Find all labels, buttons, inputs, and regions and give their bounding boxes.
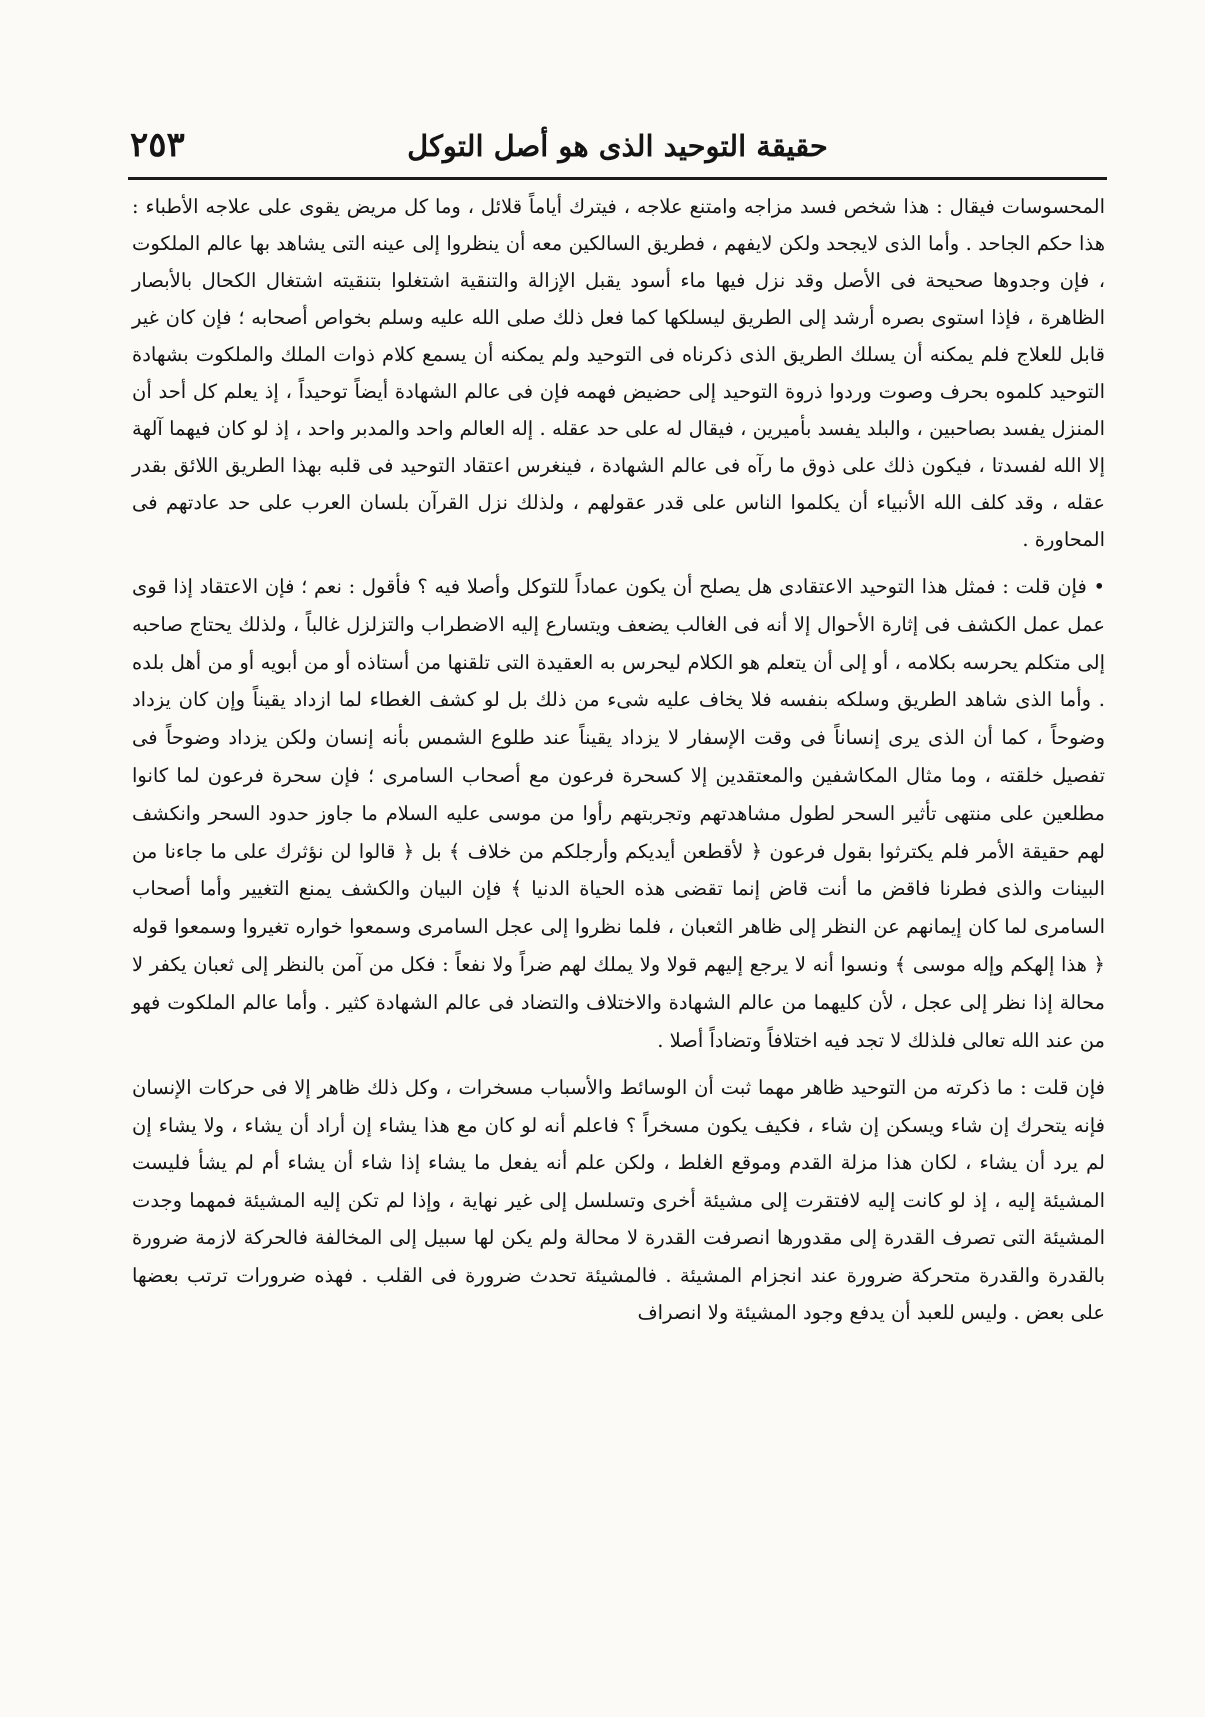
page-header (130, 125, 1105, 173)
running-title: حقيقة التوحيد الذى هو أصل التوكل (407, 129, 828, 163)
page-number: ٢٥٣ (130, 125, 185, 165)
body-text (132, 188, 1105, 1332)
header-rule (128, 177, 1107, 180)
paragraph: فإن قلت : ما ذكرته من التوحيد ظاهر مهما ثبت أن الوسائط والأسباب مسخرات ، وكل ذلك ظاهر إلا فى حركات الإنسان فإنه يتحرك إن شاء ويسكن إن شاء ، فكيف يكون مسخراً ؟ فاعلم أنه لو كان مع هذا يشاء إن أراد أن يشاء ، ولا يشاء إن لم يرد أن يشاء ، لكان هذا مزلة القدم وموقع الغلط ، ولكن علم أنه يفعل ما يشاء إذا شاء أن يشاء أم لم يشأ فليست المشيئة إليه ، إذ لو كانت إليه لافتقرت إلى مشيئة أخرى وتسلسل إلى غير نهاية ، وإذا لم تكن إليه المشيئة فمهما وجدت المشيئة التى تصرف القدرة إلى مقدورها انصرفت القدرة لا محالة ولم يكن لها سبيل إلى المخالفة فالحركة لازمة ضرورة بالقدرة والقدرة متحركة ضرورة عند انجزام المشيئة . فالمشيئة تحدث ضرورة فى القلب . فهذه ضرورات ترتب بعضها على بعض . وليس للعبد أن يدفع وجود المشيئة ولا انصراف (132, 1076, 1105, 1325)
paragraph: • فإن قلت : فمثل هذا التوحيد الاعتقادى هل يصلح أن يكون عماداً للتوكل وأصلا فيه ؟ فأقول : نعم ؛ فإن الاعتقاد إذا قوى عمل عمل الكشف فى إثارة الأحوال إلا أنه فى الغالب يضعف ويتسارع إليه الاضطراب والتزلزل غالباً ، ولذلك يحتاج صاحبه إلى متكلم يحرسه بكلامه ، أو إلى أن يتعلم هو الكلام ليحرس به العقيدة التى تلقنها من أستاذه أو من أبويه أو من أهل بلده . وأما الذى شاهد الطريق وسلكه بنفسه فلا يخاف عليه شىء من ذلك بل لو كشف الغطاء لما ازداد يقيناً وإن كان يزداد وضوحاً ، كما أن الذى يرى إنساناً فى وقت الإسفار لا يزداد يقيناً عند طلوع الشمس بأنه إنسان ولكن يزداد وضوحاً فى تفصيل خلقته ، وما مثال المكاشفين والمعتقدين إلا كسحرة فرعون مع أصحاب السامرى ؛ فإن سحرة فرعون لما كانوا مطلعين على منتهى تأثير السحر لطول مشاهدتهم وتجربتهم رأوا من موسى عليه السلام ما جاوز حدود السحر وانكشف لهم حقيقة الأمر فلم يكترثوا بقول فرعون ﴿ لأقطعن أيديكم وأرجلكم من خلاف ﴾ بل ﴿ قالوا لن نؤثرك على ما جاءنا من البينات والذى فطرنا فاقض ما أنت قاض إنما تقضى هذه الحياة الدنيا ﴾ فإن البيان والكشف يمنع التغيير وأما أصحاب السامرى لما كان إيمانهم عن النظر إلى ظاهر الثعبان ، فلما نظروا إلى عجل السامرى وسمعوا خواره تغيروا وسمعوا قوله ﴿ هذا إلهكم وإله موسى ﴾ ونسوا أنه لا يرجع إليهم قولا ولا يملك لهم ضراً ولا نفعاً : فكل من آمن بالنظر إلى ثعبان يكفر لا محالة إذا نظر إلى عجل ، لأن كليهما من عالم الشهادة والاختلاف والتضاد فى عالم الشهادة كثير . وأما عالم الملكوت فهو من عند الله تعالى فلذلك لا تجد فيه اختلافاً وتضاداً أصلا . (132, 575, 1105, 1052)
paragraph: المحسوسات فيقال : هذا شخص فسد مزاجه وامتنع علاجه ، فيترك أياماً قلائل ، وما كل مريض يقوى على علاجه الأطباء : هذا حكم الجاحد . وأما الذى لايجحد ولكن لايفهم ، فطريق السالكين معه أن ينظروا إلى عينه التى يشاهد بها عالم الملكوت ، فإن وجدوها صحيحة فى الأصل وقد نزل فيها ماء أسود يقبل الإزالة والتنقية اشتغلوا بتنقيته اشتغال الكحال بالأبصار الظاهرة ، فإذا استوى بصره أرشد إلى الطريق ليسلكها كما فعل ذلك صلى الله عليه وسلم بخواص أصحابه ؛ فإن كان غير قابل للعلاج فلم يمكنه أن يسلك الطريق الذى ذكرناه فى التوحيد ولم يمكنه أن يسمع كلام ذوات الملك والملكوت بشهادة التوحيد كلموه بحرف وصوت وردوا ذروة التوحيد إلى حضيض فهمه فإن فى عالم الشهادة أيضاً توحيداً ، إذ يعلم كل أحد أن المنزل يفسد بصاحبين ، والبلد يفسد بأميرين ، فيقال له على حد عقله . إله العالم واحد والمدبر واحد ، إذ لو كان فيهما آلهة إلا الله لفسدتا ، فيكون ذلك على ذوق ما رآه فى عالم الشهادة ، فينغرس اعتقاد التوحيد فى قلبه بهذا الطريق اللائق بقدر عقله ، وقد كلف الله الأنبياء أن يكلموا الناس على قدر عقولهم ، ولذلك نزل القرآن بلسان العرب على حد عادتهم فى المحاورة . (132, 195, 1105, 551)
